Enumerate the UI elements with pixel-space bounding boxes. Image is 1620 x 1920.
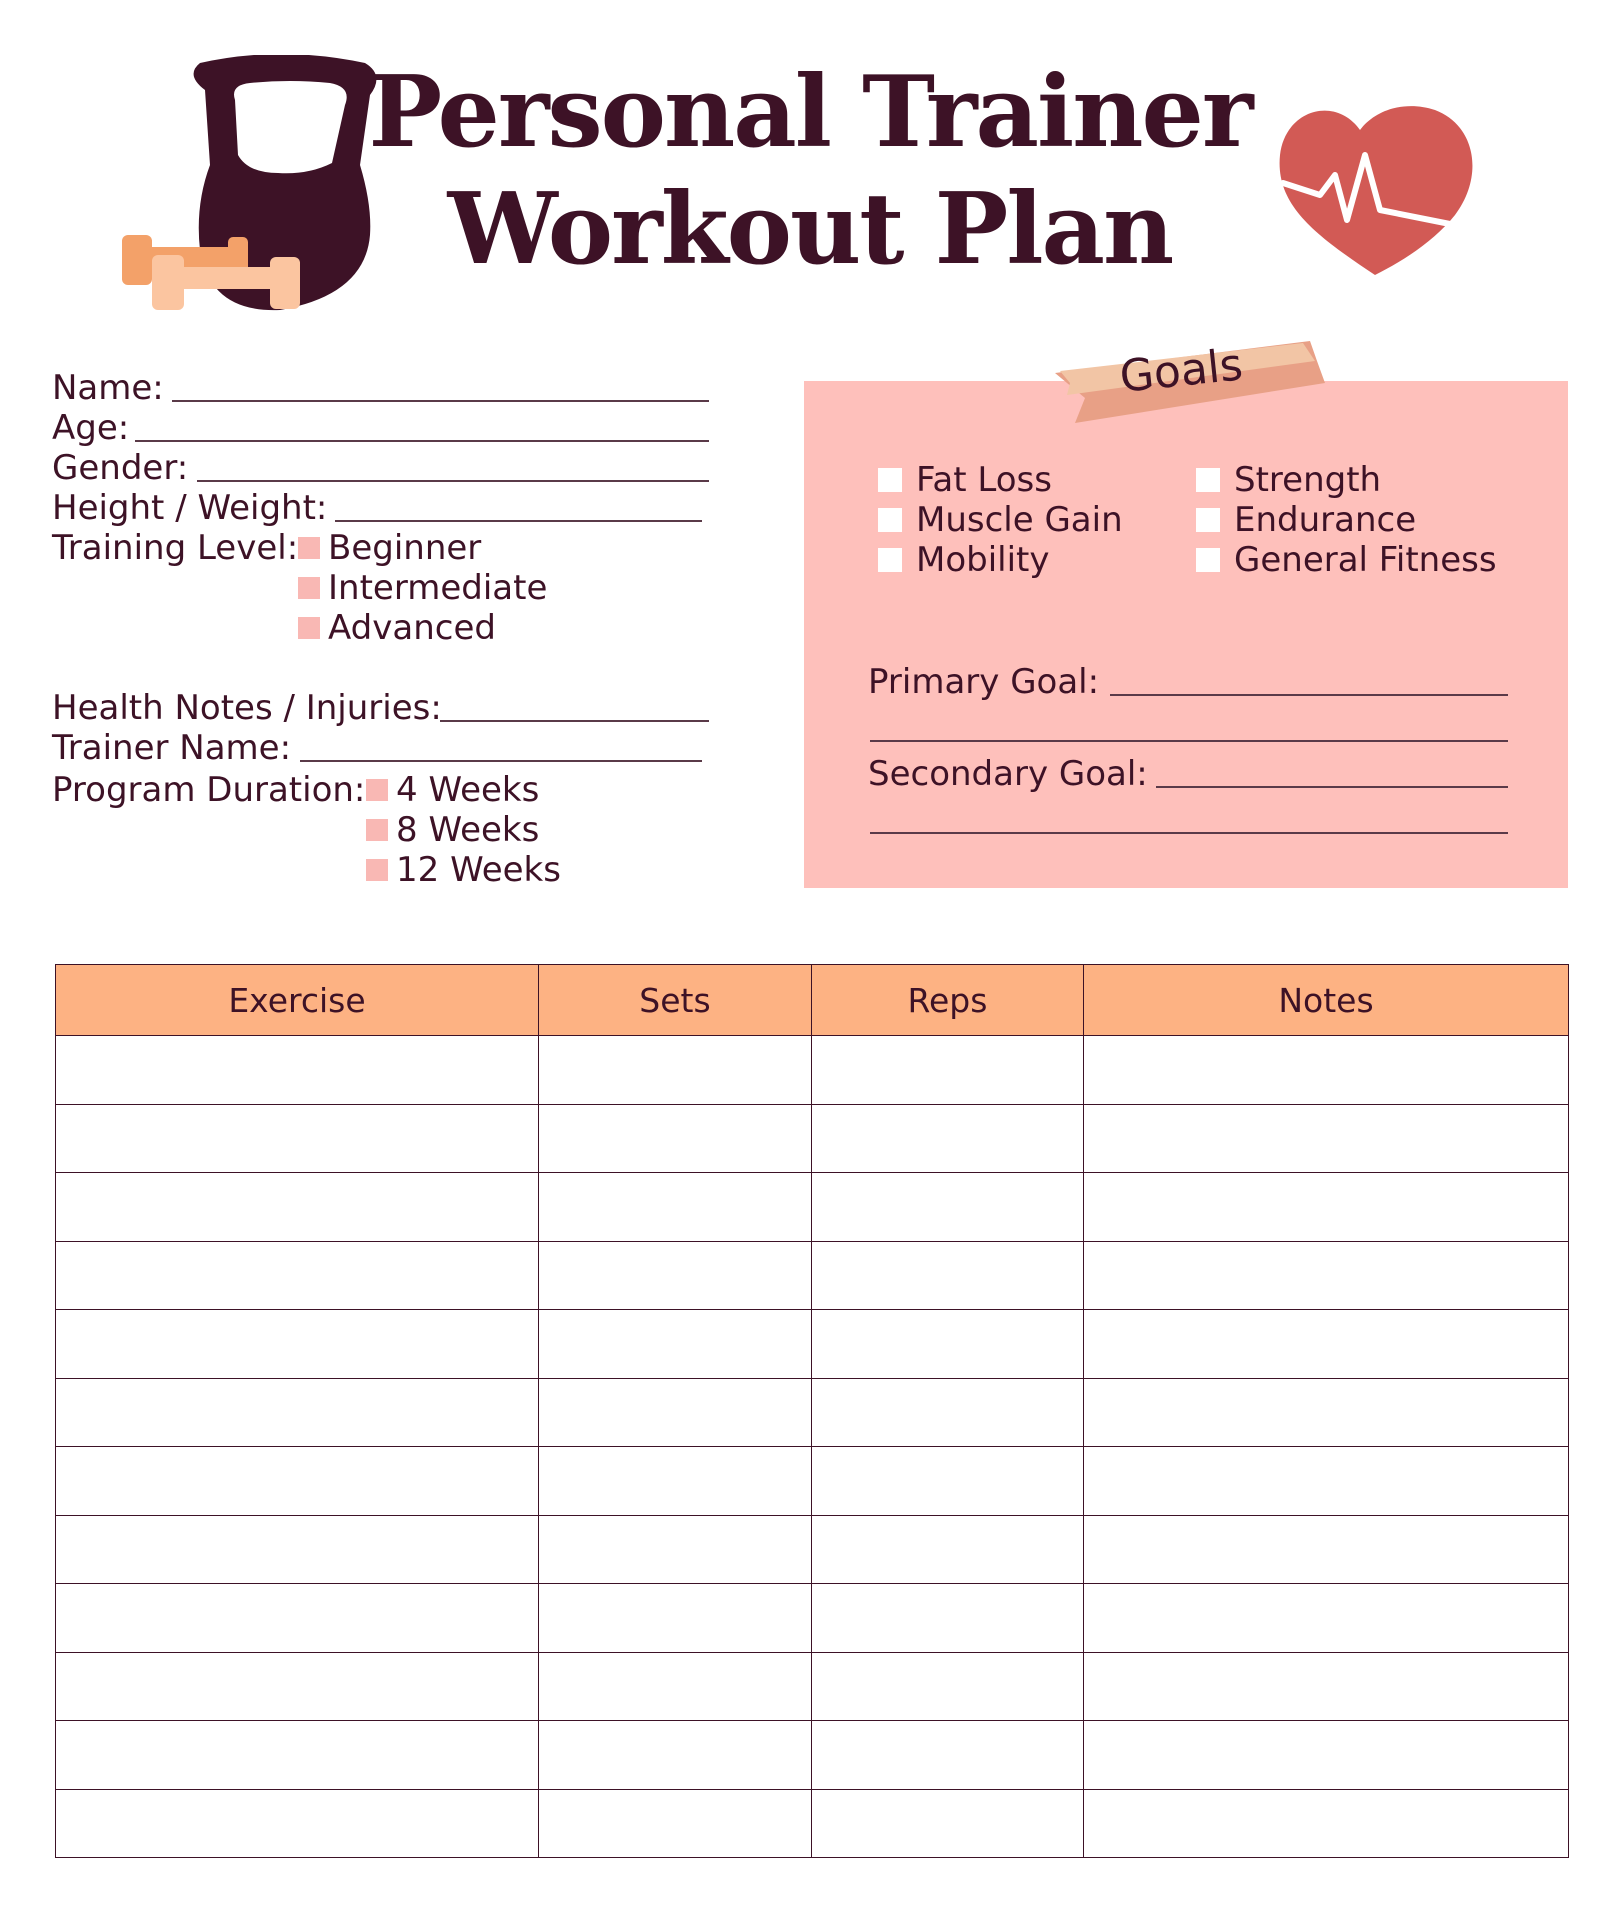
table-cell-notes[interactable] [1084,1652,1569,1721]
table-cell-reps[interactable] [812,1652,1084,1721]
table-cell-exercise[interactable] [56,1241,539,1310]
table-cell-notes[interactable] [1084,1241,1569,1310]
page-title-line1: Personal Trainer [368,55,1252,170]
table-cell-sets[interactable] [539,1104,812,1173]
table-cell-reps[interactable] [812,1104,1084,1173]
table-cell-exercise[interactable] [56,1584,539,1653]
table-cell-reps[interactable] [812,1310,1084,1379]
table-row [56,1789,1569,1858]
table-cell-exercise[interactable] [56,1104,539,1173]
checkbox[interactable] [366,779,388,801]
checkbox[interactable] [878,508,902,532]
table-row [56,1584,1569,1653]
primary-goal-field[interactable] [1110,694,1508,696]
table-cell-reps[interactable] [812,1173,1084,1242]
checkbox[interactable] [298,537,320,559]
table-cell-reps[interactable] [812,1789,1084,1858]
gender-label: Gender: [52,448,189,488]
secondary-goal-label: Secondary Goal: [868,754,1148,794]
trainer-name-label: Trainer Name: [52,728,292,768]
checkbox[interactable] [366,819,388,841]
table-cell-exercise[interactable] [56,1378,539,1447]
table-cell-notes[interactable] [1084,1789,1569,1858]
checkbox[interactable] [1196,508,1220,532]
table-cell-exercise[interactable] [56,1652,539,1721]
goal-mobility-option[interactable]: Mobility [878,540,1050,580]
table-row [56,1241,1569,1310]
goals-title: Goals [1117,339,1246,403]
table-row [56,1652,1569,1721]
table-cell-sets[interactable] [539,1789,812,1858]
program-duration-label: Program Duration: [52,770,366,810]
table-cell-reps[interactable] [812,1036,1084,1105]
primary-goal-field-line2[interactable] [870,740,1508,742]
column-header-reps: Reps [812,965,1084,1036]
table-cell-sets[interactable] [539,1241,812,1310]
training-level-label: Training Level: [52,528,299,568]
table-cell-reps[interactable] [812,1584,1084,1653]
table-cell-notes[interactable] [1084,1721,1569,1790]
checkbox[interactable] [298,577,320,599]
table-row [56,1378,1569,1447]
checkbox[interactable] [366,859,388,881]
primary-goal-label: Primary Goal: [868,662,1100,702]
goal-muscle-gain-option[interactable]: Muscle Gain [878,500,1123,540]
goal-general-fitness-option[interactable]: General Fitness [1196,540,1497,580]
trainer-name-field[interactable] [300,760,702,762]
table-cell-sets[interactable] [539,1652,812,1721]
age-field[interactable] [135,440,709,442]
column-header-exercise: Exercise [56,965,539,1036]
checkbox[interactable] [298,617,320,639]
table-row [56,1310,1569,1379]
secondary-goal-field[interactable] [1156,786,1508,788]
name-label: Name: [52,368,164,408]
training-level-beginner-option[interactable]: Beginner [298,528,481,568]
table-cell-notes[interactable] [1084,1447,1569,1516]
checkbox[interactable] [1196,468,1220,492]
table-cell-sets[interactable] [539,1721,812,1790]
goal-fat-loss-option[interactable]: Fat Loss [878,460,1052,500]
table-cell-notes[interactable] [1084,1310,1569,1379]
table-row [56,1515,1569,1584]
duration-12-weeks-option[interactable]: 12 Weeks [366,850,561,890]
table-cell-exercise[interactable] [56,1173,539,1242]
table-cell-reps[interactable] [812,1447,1084,1516]
workout-table-body [56,1036,1569,1858]
table-cell-reps[interactable] [812,1241,1084,1310]
height-weight-label: Height / Weight: [52,488,328,528]
checkbox[interactable] [878,548,902,572]
table-row [56,1721,1569,1790]
workout-table [55,964,1569,1858]
table-cell-notes[interactable] [1084,1584,1569,1653]
table-cell-exercise[interactable] [56,1515,539,1584]
table-cell-exercise[interactable] [56,1310,539,1379]
health-notes-label: Health Notes / Injuries: [52,688,442,728]
heartbeat-heart-icon [1275,95,1480,280]
table-cell-exercise[interactable] [56,1789,539,1858]
table-cell-sets[interactable] [539,1515,812,1584]
checkbox[interactable] [1196,548,1220,572]
table-cell-notes[interactable] [1084,1104,1569,1173]
table-row [56,1104,1569,1173]
table-cell-notes[interactable] [1084,1515,1569,1584]
table-cell-reps[interactable] [812,1515,1084,1584]
table-cell-exercise[interactable] [56,1036,539,1105]
table-cell-notes[interactable] [1084,1036,1569,1105]
page-title-line2: Workout Plan [447,172,1173,287]
table-cell-notes[interactable] [1084,1378,1569,1447]
table-cell-sets[interactable] [539,1036,812,1105]
age-label: Age: [52,408,130,448]
goals-panel [804,381,1568,888]
table-cell-reps[interactable] [812,1378,1084,1447]
table-cell-exercise[interactable] [56,1447,539,1516]
name-field[interactable] [172,400,709,402]
secondary-goal-field-line2[interactable] [870,832,1508,834]
training-level-intermediate-option[interactable]: Intermediate [298,568,547,608]
duration-4-weeks-option[interactable]: 4 Weeks [366,770,539,810]
table-cell-exercise[interactable] [56,1721,539,1790]
table-row [56,1173,1569,1242]
column-header-sets: Sets [539,965,812,1036]
table-cell-sets[interactable] [539,1378,812,1447]
goal-strength-option[interactable]: Strength [1196,460,1381,500]
table-header-row [56,965,1569,1036]
training-level-advanced-option[interactable]: Advanced [298,608,496,648]
column-header-notes: Notes [1084,965,1569,1036]
table-cell-sets[interactable] [539,1447,812,1516]
table-row [56,1036,1569,1105]
table-cell-sets[interactable] [539,1584,812,1653]
table-row [56,1447,1569,1516]
checkbox[interactable] [878,468,902,492]
table-cell-notes[interactable] [1084,1173,1569,1242]
table-cell-reps[interactable] [812,1721,1084,1790]
table-cell-sets[interactable] [539,1173,812,1242]
table-cell-sets[interactable] [539,1310,812,1379]
health-notes-field[interactable] [440,720,709,722]
height-weight-field[interactable] [335,520,702,522]
gender-field[interactable] [197,480,709,482]
duration-8-weeks-option[interactable]: 8 Weeks [366,810,539,850]
goal-endurance-option[interactable]: Endurance [1196,500,1416,540]
